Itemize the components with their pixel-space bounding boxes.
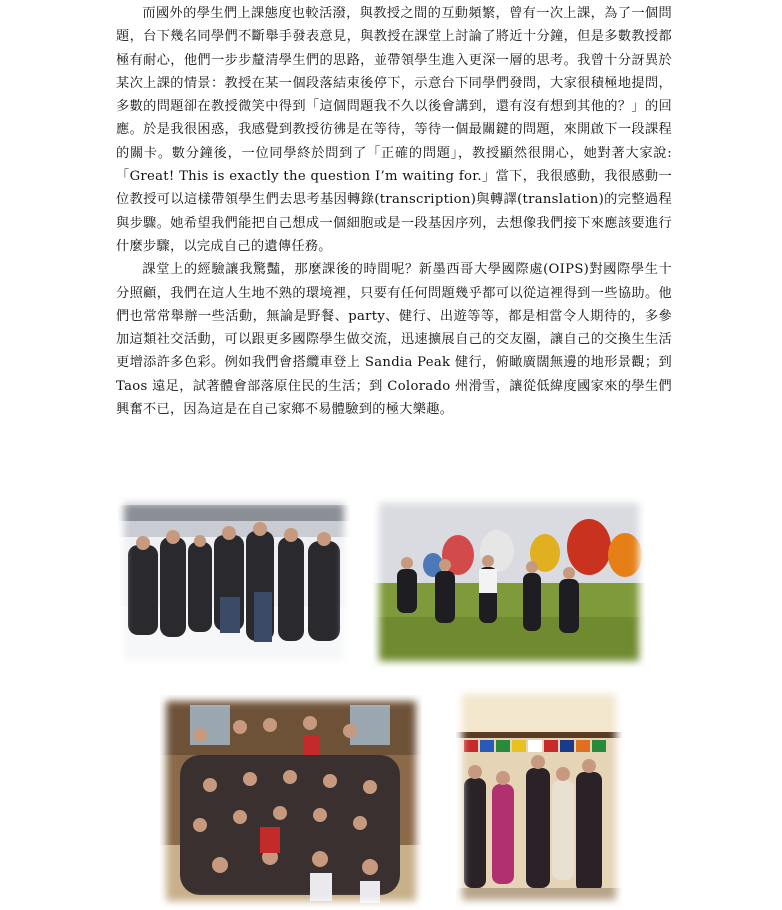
photo-balloon-fiesta: [373, 497, 645, 667]
article-body: [116, 2, 672, 421]
photo-flags-event: [456, 688, 622, 906]
paragraph-activities: 課堂上的經驗讓我驚豔，那麼課後的時間呢？新墨西哥大學國際處(OIPS)對國際學生十分照顧，我們在這人生地不熟的環境裡，只要有任何問題幾乎都可以從這裡得到一些協助。他們也常常舉辦一些活動，無論是野餐、party、健行、出遊等等，都是相當令人期待的，多參加這類社交活動，可以跟更多國際學生做交流，迅速擴展自己的交友圈，讓自己的交換生生活更增添許多色彩。例如我們會搭纜車登上 Sandia Peak 健行，俯瞰廣闊無邊的地形景觀；到 Taos 遠足，試著體會部落原住民的生活；到 Colorado 州滑雪，讓從低緯度國家來的學生們興奮不已，因為這是在自己家鄉不易體驗到的極大樂趣。: [116, 262, 672, 418]
photo-snow-group: [118, 497, 350, 667]
photo-stairs-group: [160, 695, 422, 907]
paragraph-classroom: 而國外的學生們上課態度也較活潑，與教授之間的互動頻繁，曾有一次上課，為了一個問題，台下幾名同學們不斷舉手發表意見，與教授在課堂上討論了將近十分鐘，但是多數教授都極有耐心，他們一步步釐清學生們的思路，並帶領學生進入更深一層的思考。我曾十分訝異於某次上課的情景：教授在某一個段落結束後停下，示意台下同學們發問，大家很積極地提問，多數的問題卻在教授微笑中得到「這個問題我不久以後會講到，還有沒有想到其他的？」的回應。於是我很困惑，我感覺到教授彷彿是在等待，等待一個最關鍵的問題，來開啟下一段課程的關卡。數分鐘後，一位同學終於問到了「正確的問題」，教授顯然很開心，她對著大家說:「Great! This is exactly the question I’m waiting for.」當下，我很感動，我很感動一位教授可以這樣帶領學生們去思考基因轉錄(transcription)與轉譯(translation)的完整過程與步驟。她希望我們能把自己想成一個細胞或是一段基因序列，去想像我們接下來應該要進行什麼步驟，以完成自己的遺傳任務。: [116, 6, 672, 254]
